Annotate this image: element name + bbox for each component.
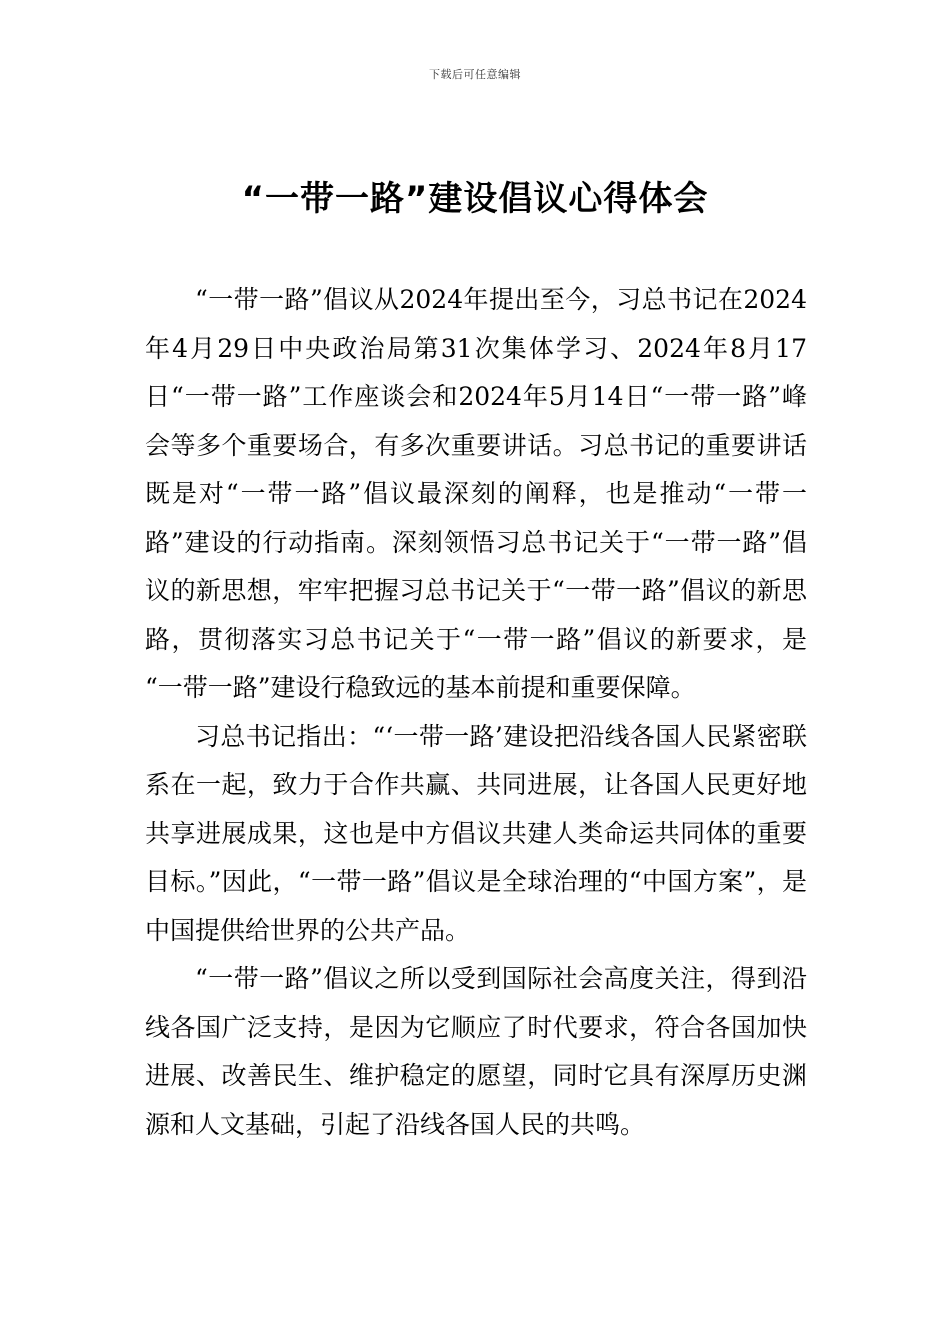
header-note: 下载后可任意编辑 — [429, 68, 521, 81]
paragraph-1: “一带一路”倡议从2024年提出至今，习总书记在2024年4月29日中央政治局第31次集体学习、2024年8月17日“一带一路”工作座谈会和2024年5月14日“一带一路”峰会等多个重要场合，有多次重要讲话。习总书记的重要讲话既是对“一带一路”倡议最深刻的阐释，也是推动“一带一路”建设的行动指南。深刻领悟习总书记关于“一带一路”倡议的新思想，牢牢把握习总书记关于“一带一路”倡议的新思路，贯彻落实习总书记关于“一带一路”倡议的新要求，是 “一带一路”建设行稳致远的基本前提和重要保障。 — [145, 285, 807, 702]
paragraph-3: “一带一路”倡议之所以受到国际社会高度关注，得到沿线各国广泛支持，是因为它顺应了时代要求，符合各国加快进展、改善民生、维护稳定的愿望，同时它具有深厚历史渊源和人文基础，引起了沿线各国人民的共鸣。 — [145, 964, 807, 1139]
document-title: “一带一路”建设倡议心得体会 — [241, 179, 709, 219]
document-body — [145, 276, 807, 1149]
paragraph-2: 习总书记指出：“‘一带一路’建设把沿线各国人民紧密联系在一起，致力于合作共赢、共同进展，让各国人民更好地共享进展成果，这也是中方倡议共建人类命运共同体的重要目标。”因此，“一带一路”倡议是全球治理的“中国方案”，是中国提供给世界的公共产品。 — [145, 721, 807, 945]
